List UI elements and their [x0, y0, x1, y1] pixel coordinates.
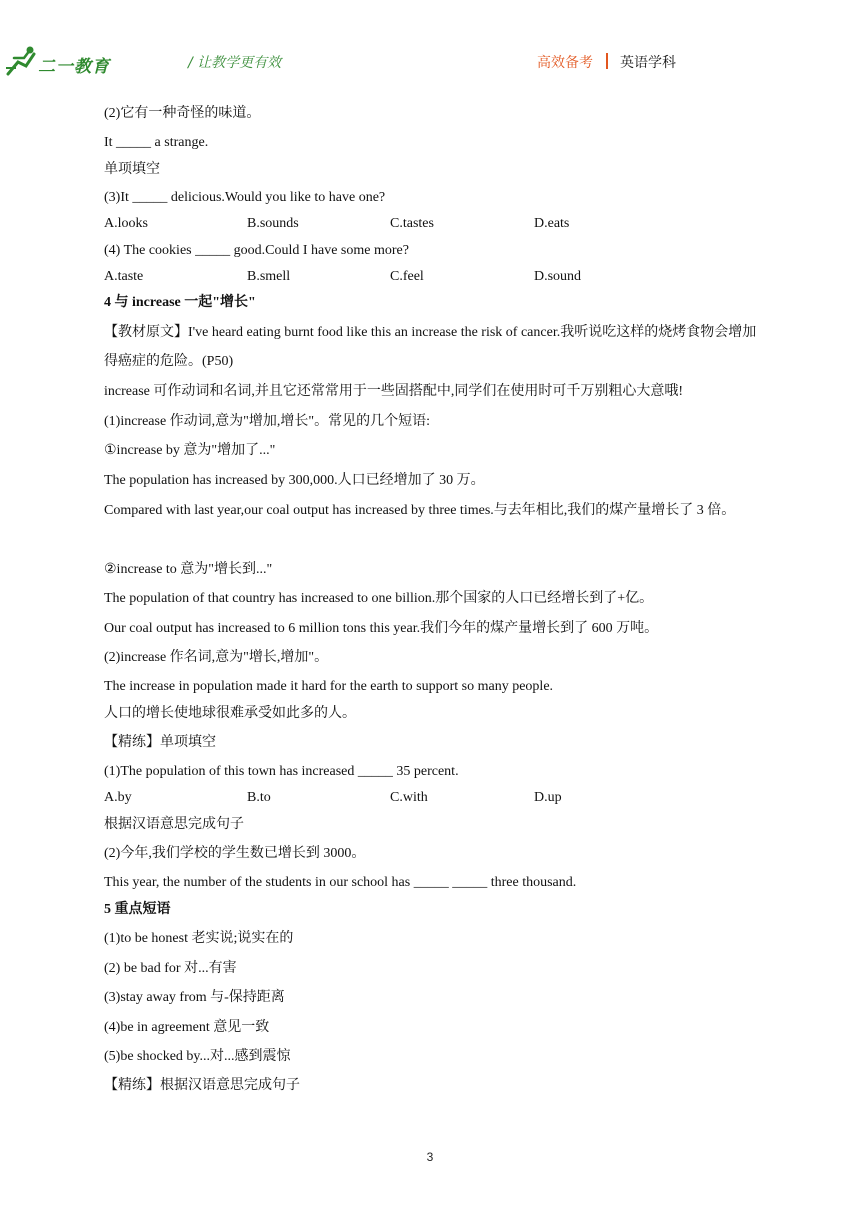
tag-subject: 英语学科 — [620, 55, 676, 71]
text-line: ①increase by 意为"增加了..." — [104, 443, 276, 458]
question-3: (3)It _____ delicious.Would you like to have one? — [104, 190, 386, 205]
option-b: B.smell — [247, 269, 291, 284]
exercise-heading: 【精练】单项填空 — [104, 735, 216, 750]
option-c: C.with — [390, 790, 428, 805]
example-line: Our coal output has increased to 6 million tons this year.我们今年的煤产量增长到了 600 万吨。 — [104, 621, 659, 636]
text-line: (2)increase 作名词,意为"增长,增加"。 — [104, 650, 329, 665]
text-line: (1)increase 作动词,意为"增加,增长"。常见的几个短语: — [104, 414, 430, 429]
example-paragraph: Compared with last year,our coal output has increased by three times.与去年相比,我们的煤产量增长了 3 倍。 — [104, 503, 736, 518]
option-a: A.taste — [104, 269, 144, 284]
exercise-sentence: This year, the number of the students in our school has _____ _____ three thousand. — [104, 875, 577, 890]
option-c: C.feel — [390, 269, 424, 284]
section-heading-4: 4 与 increase 一起"增长" — [104, 295, 256, 310]
option-d: D.eats — [534, 216, 570, 231]
option-a: A.by — [104, 790, 132, 805]
exercise-question-2: (2)今年,我们学校的学生数已增长到 3000。 — [104, 846, 366, 861]
page-header — [0, 0, 860, 84]
header-divider — [606, 53, 608, 69]
option-d: D.up — [534, 790, 562, 805]
phrase-item: (2) be bad for 对...有害 — [104, 961, 237, 976]
example-line: The increase in population made it hard for the earth to support so many people. — [104, 679, 554, 694]
tag-exam-prep: 高效备考 — [537, 55, 593, 71]
exercise-question-1: (1)The population of this town has increased _____ 35 percent. — [104, 764, 459, 779]
text-line: (2)它有一种奇怪的味道。 — [104, 106, 261, 121]
option-b: B.sounds — [247, 216, 299, 231]
phrase-item: (1)to be honest 老实说;说实在的 — [104, 931, 294, 946]
slogan: / 让教学更有效 — [188, 55, 282, 71]
q3-options — [104, 214, 704, 234]
page-number: 3 — [426, 1150, 434, 1164]
textbook-excerpt: 【教材原文】I've heard eating burnt food like this an increase the risk of cancer.我听说吃这样的烧烤食物会增加得癌症的危险。(P50) — [104, 325, 757, 369]
text-line: It _____ a strange. — [104, 135, 209, 150]
question-4: (4) The cookies _____ good.Could I have some more? — [104, 243, 409, 258]
option-a: A.looks — [104, 216, 148, 231]
section-heading-5: 5 重点短语 — [104, 902, 171, 917]
text-line: 单项填空 — [104, 162, 160, 177]
q1-options — [104, 788, 704, 808]
example-line: The population has increased by 300,000.人口已经增加了 30 万。 — [104, 473, 485, 488]
q4-options — [104, 267, 704, 287]
logo-text: 二一教育 — [38, 57, 110, 77]
phrase-item: (4)be in agreement 意见一致 — [104, 1020, 270, 1035]
text-line: increase 可作动词和名词,并且它还常常用于一些固搭配中,同学们在使用时可千万别粗心大意哦! — [104, 384, 684, 399]
option-b: B.to — [247, 790, 271, 805]
phrase-item: (5)be shocked by...对...感到震惊 — [104, 1049, 291, 1064]
text-line: ②increase to 意为"增长到..." — [104, 562, 273, 577]
example-translation: 人口的增长使地球很难承受如此多的人。 — [104, 706, 356, 721]
option-c: C.tastes — [390, 216, 434, 231]
text-line: 根据汉语意思完成句子 — [104, 817, 244, 832]
phrase-item: (3)stay away from 与-保持距离 — [104, 990, 285, 1005]
example-line: The population of that country has increased to one billion.那个国家的人口已经增长到了+亿。 — [104, 591, 654, 606]
exercise-heading: 【精练】根据汉语意思完成句子 — [104, 1078, 300, 1093]
option-d: D.sound — [534, 269, 582, 284]
